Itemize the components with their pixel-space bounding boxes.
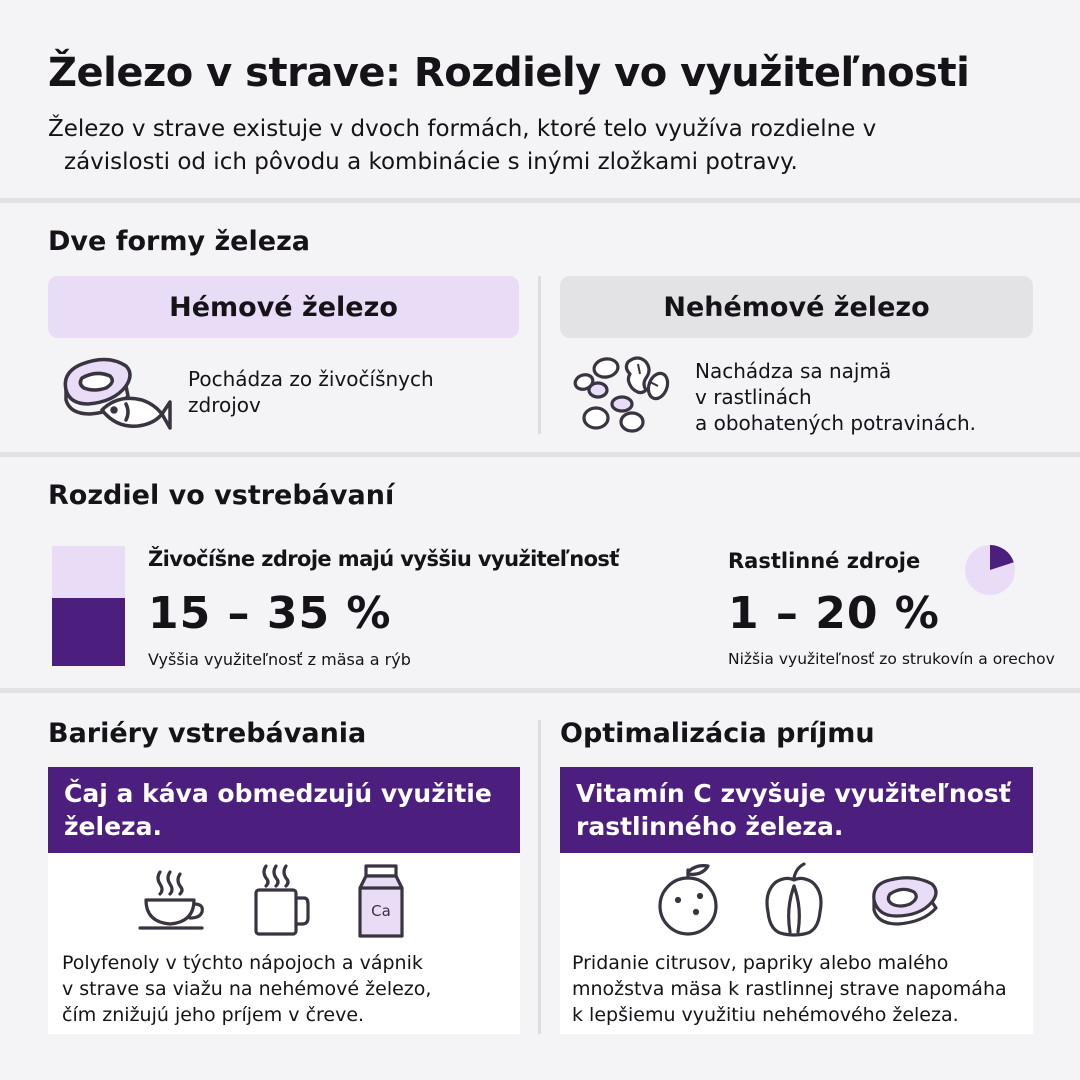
forms-heading: Dve formy železa [48, 226, 310, 257]
bell-pepper-icon [762, 862, 826, 938]
animal-absorption-note: Vyššia využiteľnosť z mäsa a rýb [148, 650, 411, 669]
heme-desc-line-1: Pochádza zo živočíšnych [188, 367, 434, 391]
optimization-text-line-3: k lepšiemu využitiu nehémového železa. [572, 1004, 959, 1026]
plant-absorption-range: 1 – 20 % [728, 588, 940, 639]
barriers-heading: Bariéry vstrebávania [48, 718, 367, 749]
heme-iron-label-text: Hémové železo [169, 291, 398, 323]
barriers-card-title [48, 767, 520, 853]
steak-icon [868, 874, 944, 934]
animal-absorption-bar [52, 546, 125, 666]
optimization-title-line-1: Vitamín C zvyšuje využiteľnosť [576, 779, 1011, 808]
heme-iron-description [188, 366, 434, 418]
nonheme-iron-label [560, 276, 1033, 338]
optimization-description [572, 950, 1007, 1028]
forms-separator [538, 276, 541, 434]
orange-icon [656, 862, 720, 938]
section-divider [0, 688, 1080, 693]
teacup-icon [138, 868, 208, 938]
barriers-description [62, 950, 431, 1028]
plant-absorption-pie [964, 544, 1016, 596]
heme-desc-line-2: zdrojov [188, 393, 261, 417]
section-divider [0, 452, 1080, 457]
intro-text [48, 113, 1048, 179]
barriers-text-line-2: v strave sa viažu na nehémové železo, [62, 978, 432, 1000]
milk-carton-label: Ca [371, 902, 391, 920]
optimization-text-line-2: množstva mäsa k rastlinnej strave napomáha [572, 978, 1007, 1000]
plant-sources-title: Rastlinné zdroje [728, 549, 921, 573]
legumes-nuts-icon [572, 352, 672, 436]
meat-fish-icon [58, 352, 172, 434]
nonheme-desc-line-2: v rastlinách [695, 385, 812, 409]
barriers-title-line-1: Čaj a káva obmedzujú využitie [64, 779, 492, 808]
animal-absorption-range: 15 – 35 % [148, 588, 392, 639]
page-title: Železo v strave: Rozdiely vo využiteľnosti [48, 50, 970, 96]
intro-line-1: Železo v strave existuje v dvoch formách, ktoré telo využíva rozdielne v [48, 116, 877, 142]
nonheme-desc-line-3: a obohatených potravinách. [695, 411, 977, 435]
barriers-text-line-1: Polyfenoly v týchto nápojoch a vápnik [62, 952, 423, 974]
optimization-heading: Optimalizácia príjmu [560, 718, 875, 749]
heme-iron-label [48, 276, 519, 338]
coffee-mug-icon [250, 862, 312, 938]
animal-absorption-fill [52, 598, 125, 666]
section-divider [0, 198, 1080, 203]
bottom-separator [538, 720, 541, 1034]
plant-absorption-note: Nižšia využiteľnosť zo strukovín a orechov [728, 650, 1055, 668]
milk-carton-icon [356, 862, 406, 940]
absorption-heading: Rozdiel vo vstrebávaní [48, 480, 395, 511]
nonheme-desc-line-1: Nachádza sa najmä [695, 359, 892, 383]
intro-line-2: závislosti od ich pôvodu a kombinácie s inými zložkami potravy. [64, 149, 798, 175]
optimization-text-line-1: Pridanie citrusov, papriky alebo malého [572, 952, 949, 974]
optimization-card-title [560, 767, 1033, 853]
animal-sources-title: Živočíšne zdroje majú vyššiu využiteľnosť [148, 547, 619, 571]
nonheme-iron-description [695, 358, 976, 436]
barriers-title-line-2: železa. [64, 812, 162, 841]
nonheme-iron-label-text: Nehémové železo [663, 291, 930, 323]
barriers-text-line-3: čím znižujú jeho príjem v čreve. [62, 1004, 365, 1026]
optimization-title-line-2: rastlinného železa. [576, 812, 844, 841]
